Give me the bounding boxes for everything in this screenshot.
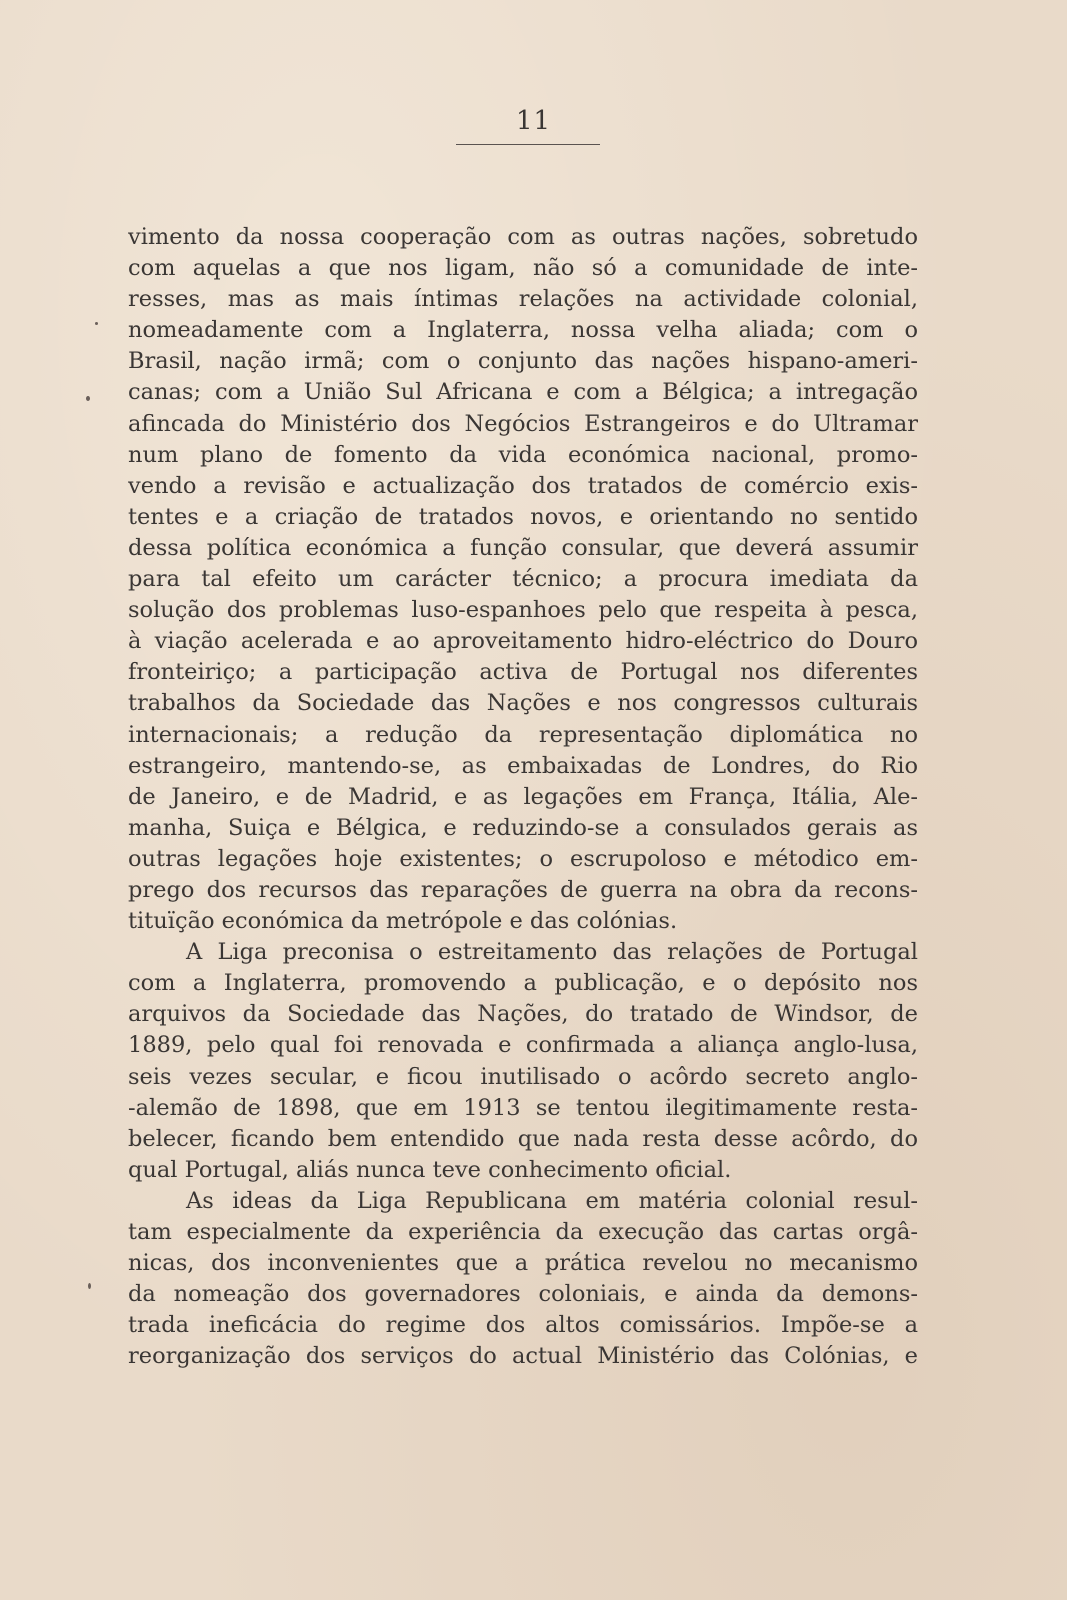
text-line: tituïção económica da metrópole e das colónias. xyxy=(128,908,678,935)
text-line: manha, Suiça e Bélgica, e reduzindo-se a consulados gerais as xyxy=(128,814,918,841)
header-rule xyxy=(456,144,600,145)
text-line: solução dos problemas luso-espanhoes pelo que respeita à pesca, xyxy=(128,597,918,624)
text-line: tam especialmente da experiência da execução das cartas orgâ- xyxy=(128,1219,918,1245)
text-line: à viação acelerada e ao aproveitamento hidro-eléctrico do Douro xyxy=(128,628,918,655)
text-line: arquivos da Sociedade das Nações, do tratado de Windsor, de xyxy=(128,1001,918,1028)
text-line: nomeadamente com a Inglaterra, nossa velha aliada; com o xyxy=(128,317,918,344)
text-line: para tal efeito um carácter técnico; a procura imediata da xyxy=(128,566,918,593)
text-line: seis vezes secular, e ficou inutilisado o acôrdo secreto anglo- xyxy=(128,1063,918,1090)
text-line: com a Inglaterra, promovendo a publicação, e o depósito nos xyxy=(128,970,918,997)
text-line: afincada do Ministério dos Negócios Estrangeiros e do Ultramar xyxy=(128,410,918,437)
text-line: tentes e a criação de tratados novos, e orientando no sentido xyxy=(128,503,918,530)
text-line: Brasil, nação irmã; com o conjunto das nações hispano-ameri- xyxy=(128,348,918,375)
ink-speck xyxy=(86,396,90,401)
ink-speck xyxy=(88,1283,91,1289)
text-line: trabalhos da Sociedade das Nações e nos congressos culturais xyxy=(128,690,918,717)
text-line: outras legações hoje existentes; o escrupoloso e métodico em- xyxy=(128,845,918,872)
text-line: da nomeação dos governadores coloniais, e ainda da demons- xyxy=(128,1281,918,1308)
text-line: -alemão de 1898, que em 1913 se tentou ilegitimamente resta- xyxy=(128,1094,918,1121)
text-line: vendo a revisão e actualização dos tratados de comércio exis- xyxy=(128,472,918,499)
text-line: estrangeiro, mantendo-se, as embaixadas de Londres, do Rio xyxy=(128,752,918,779)
text-line: A Liga preconisa o estreitamento das relações de Portugal xyxy=(186,939,918,966)
text-line: fronteiriço; a participação activa de Portugal nos diferentes xyxy=(128,659,918,686)
body-text xyxy=(128,222,918,1372)
text-line: internacionais; a redução da representação diplomática no xyxy=(128,721,918,748)
text-line: As ideas da Liga Republicana em matéria colonial resul- xyxy=(186,1187,918,1214)
text-line: trada ineficácia do regime dos altos comissários. Impõe-se a xyxy=(128,1312,918,1339)
text-line: vimento da nossa cooperação com as outras nações, sobretudo xyxy=(128,224,918,250)
text-line: dessa política económica a função consular, que deverá assumir xyxy=(128,534,918,561)
text-line: canas; com a União Sul Africana e com a Bélgica; a intregação xyxy=(128,379,918,406)
text-line: com aquelas a que nos ligam, não só a comunidade de inte- xyxy=(128,255,918,282)
text-line: resses, mas as mais íntimas relações na actividade colonial, xyxy=(128,286,918,313)
page-number: 11 xyxy=(515,106,552,136)
ink-speck xyxy=(95,322,98,325)
text-line: reorganização dos serviços do actual Ministério das Colónias, e xyxy=(128,1343,918,1370)
text-line: de Janeiro, e de Madrid, e as legações em França, Itália, Ale- xyxy=(128,783,918,810)
text-line: 1889, pelo qual foi renovada e confirmada a aliança anglo-lusa, xyxy=(128,1032,918,1059)
text-line: qual Portugal, aliás nunca teve conhecimento oficial. xyxy=(128,1156,732,1183)
text-line: nicas, dos inconvenientes que a prática revelou no mecanismo xyxy=(128,1250,918,1277)
text-line: belecer, ficando bem entendido que nada resta desse acôrdo, do xyxy=(128,1125,918,1152)
text-line: prego dos recursos das reparações de guerra na obra da recons- xyxy=(128,876,918,903)
text-line: num plano de fomento da vida económica nacional, promo- xyxy=(128,441,918,468)
